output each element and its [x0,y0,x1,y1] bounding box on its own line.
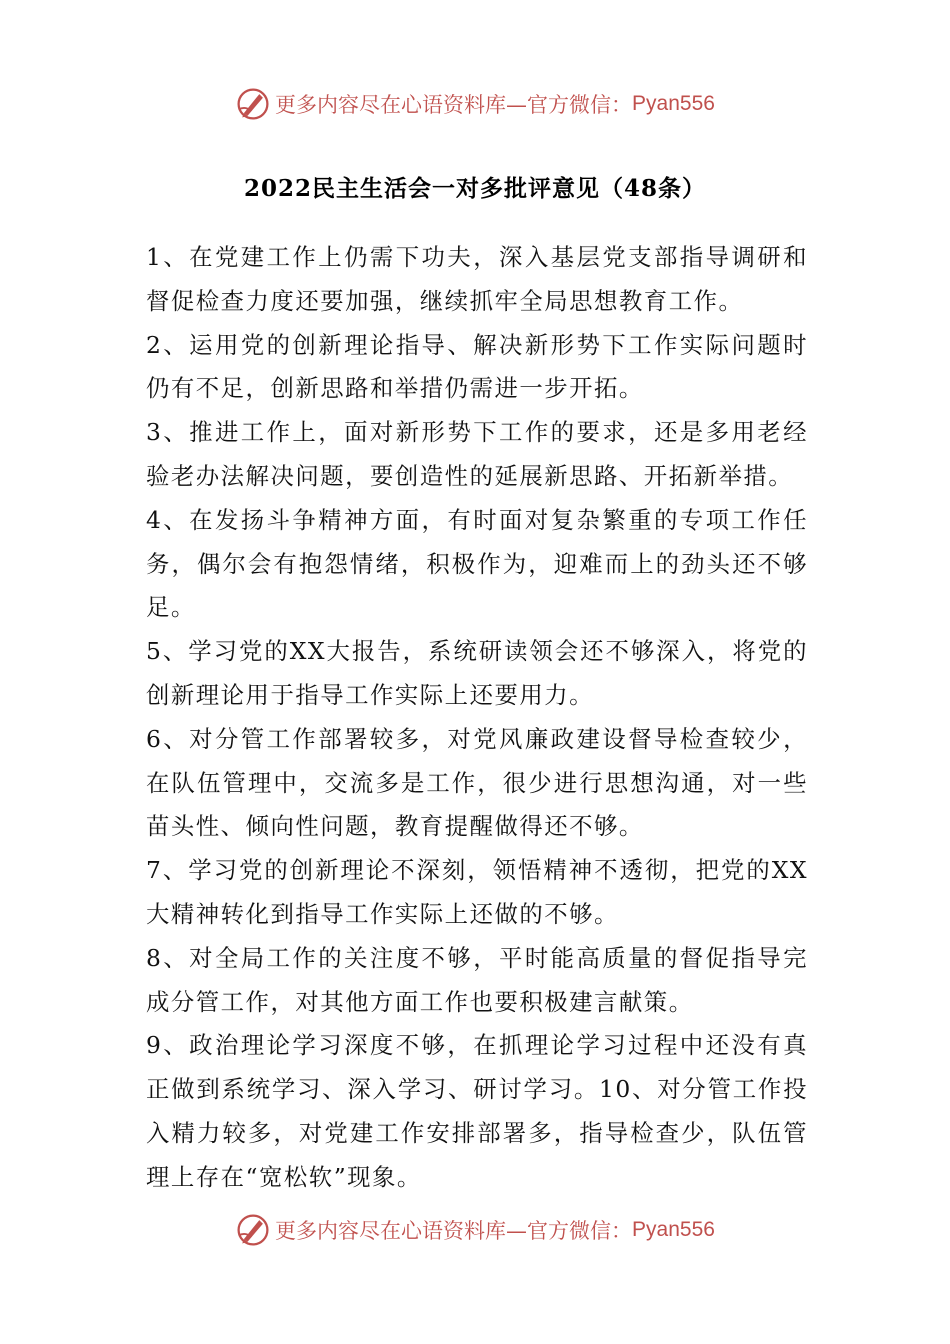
paragraph-9: 9、政治理论学习深度不够，在抓理论学习过程中还没有真正做到系统学习、深入学习、研讨学习。10、对分管工作投入精力较多，对党建工作安排部署多，指导检查少，队伍管理上存在“宽松软”现象。 [146,1031,808,1191]
document-body [146,236,808,1200]
pen-logo-icon [235,1212,271,1248]
footer-watermark [0,1210,950,1250]
header-watermark [0,84,950,124]
paragraph-4: 4、在发扬斗争精神方面，有时面对复杂繁重的专项工作任务，偶尔会有抱怨情绪，积极作为，迎难而上的劲头还不够足。 [146,505,808,622]
paragraph-1: 1、在党建工作上仍需下功夫，深入基层党支部指导调研和督促检查力度还要加强，继续抓牢全局思想教育工作。 [146,243,808,315]
paragraph-6: 6、对分管工作部署较多，对党风廉政建设督导检查较少，在队伍管理中，交流多是工作，很少进行思想沟通，对一些苗头性、倾向性问题，教育提醒做得还不够。 [146,724,808,841]
paragraph-3: 3、推进工作上，面对新形势下工作的要求，还是多用老经验老办法解决问题，要创造性的延展新思路、开拓新举措。 [146,418,808,490]
paragraph-7: 7、学习党的创新理论不深刻，领悟精神不透彻，把党的XX大精神转化到指导工作实际上还做的不够。 [146,856,808,928]
document-title: 2022民主生活会一对多批评意见（48条） [243,175,707,202]
paragraph-2: 2、运用党的创新理论指导、解决新形势下工作实际问题时仍有不足，创新思路和举措仍需进一步开拓。 [146,330,808,403]
watermark-wechat-id: Pyan556 [632,1218,715,1241]
watermark-text: 更多内容尽在心语资料库—官方微信： [275,1219,633,1243]
watermark-wechat-id: Pyan556 [632,92,715,115]
pen-logo-icon [235,86,271,122]
paragraph-5: 5、学习党的XX大报告，系统研读领会还不够深入，将党的创新理论用于指导工作实际上还要用力。 [146,637,808,709]
watermark-text: 更多内容尽在心语资料库—官方微信： [275,93,633,117]
paragraph-8: 8、对全局工作的关注度不够，平时能高质量的督促指导完成分管工作，对其他方面工作也要积极建言献策。 [146,943,808,1016]
